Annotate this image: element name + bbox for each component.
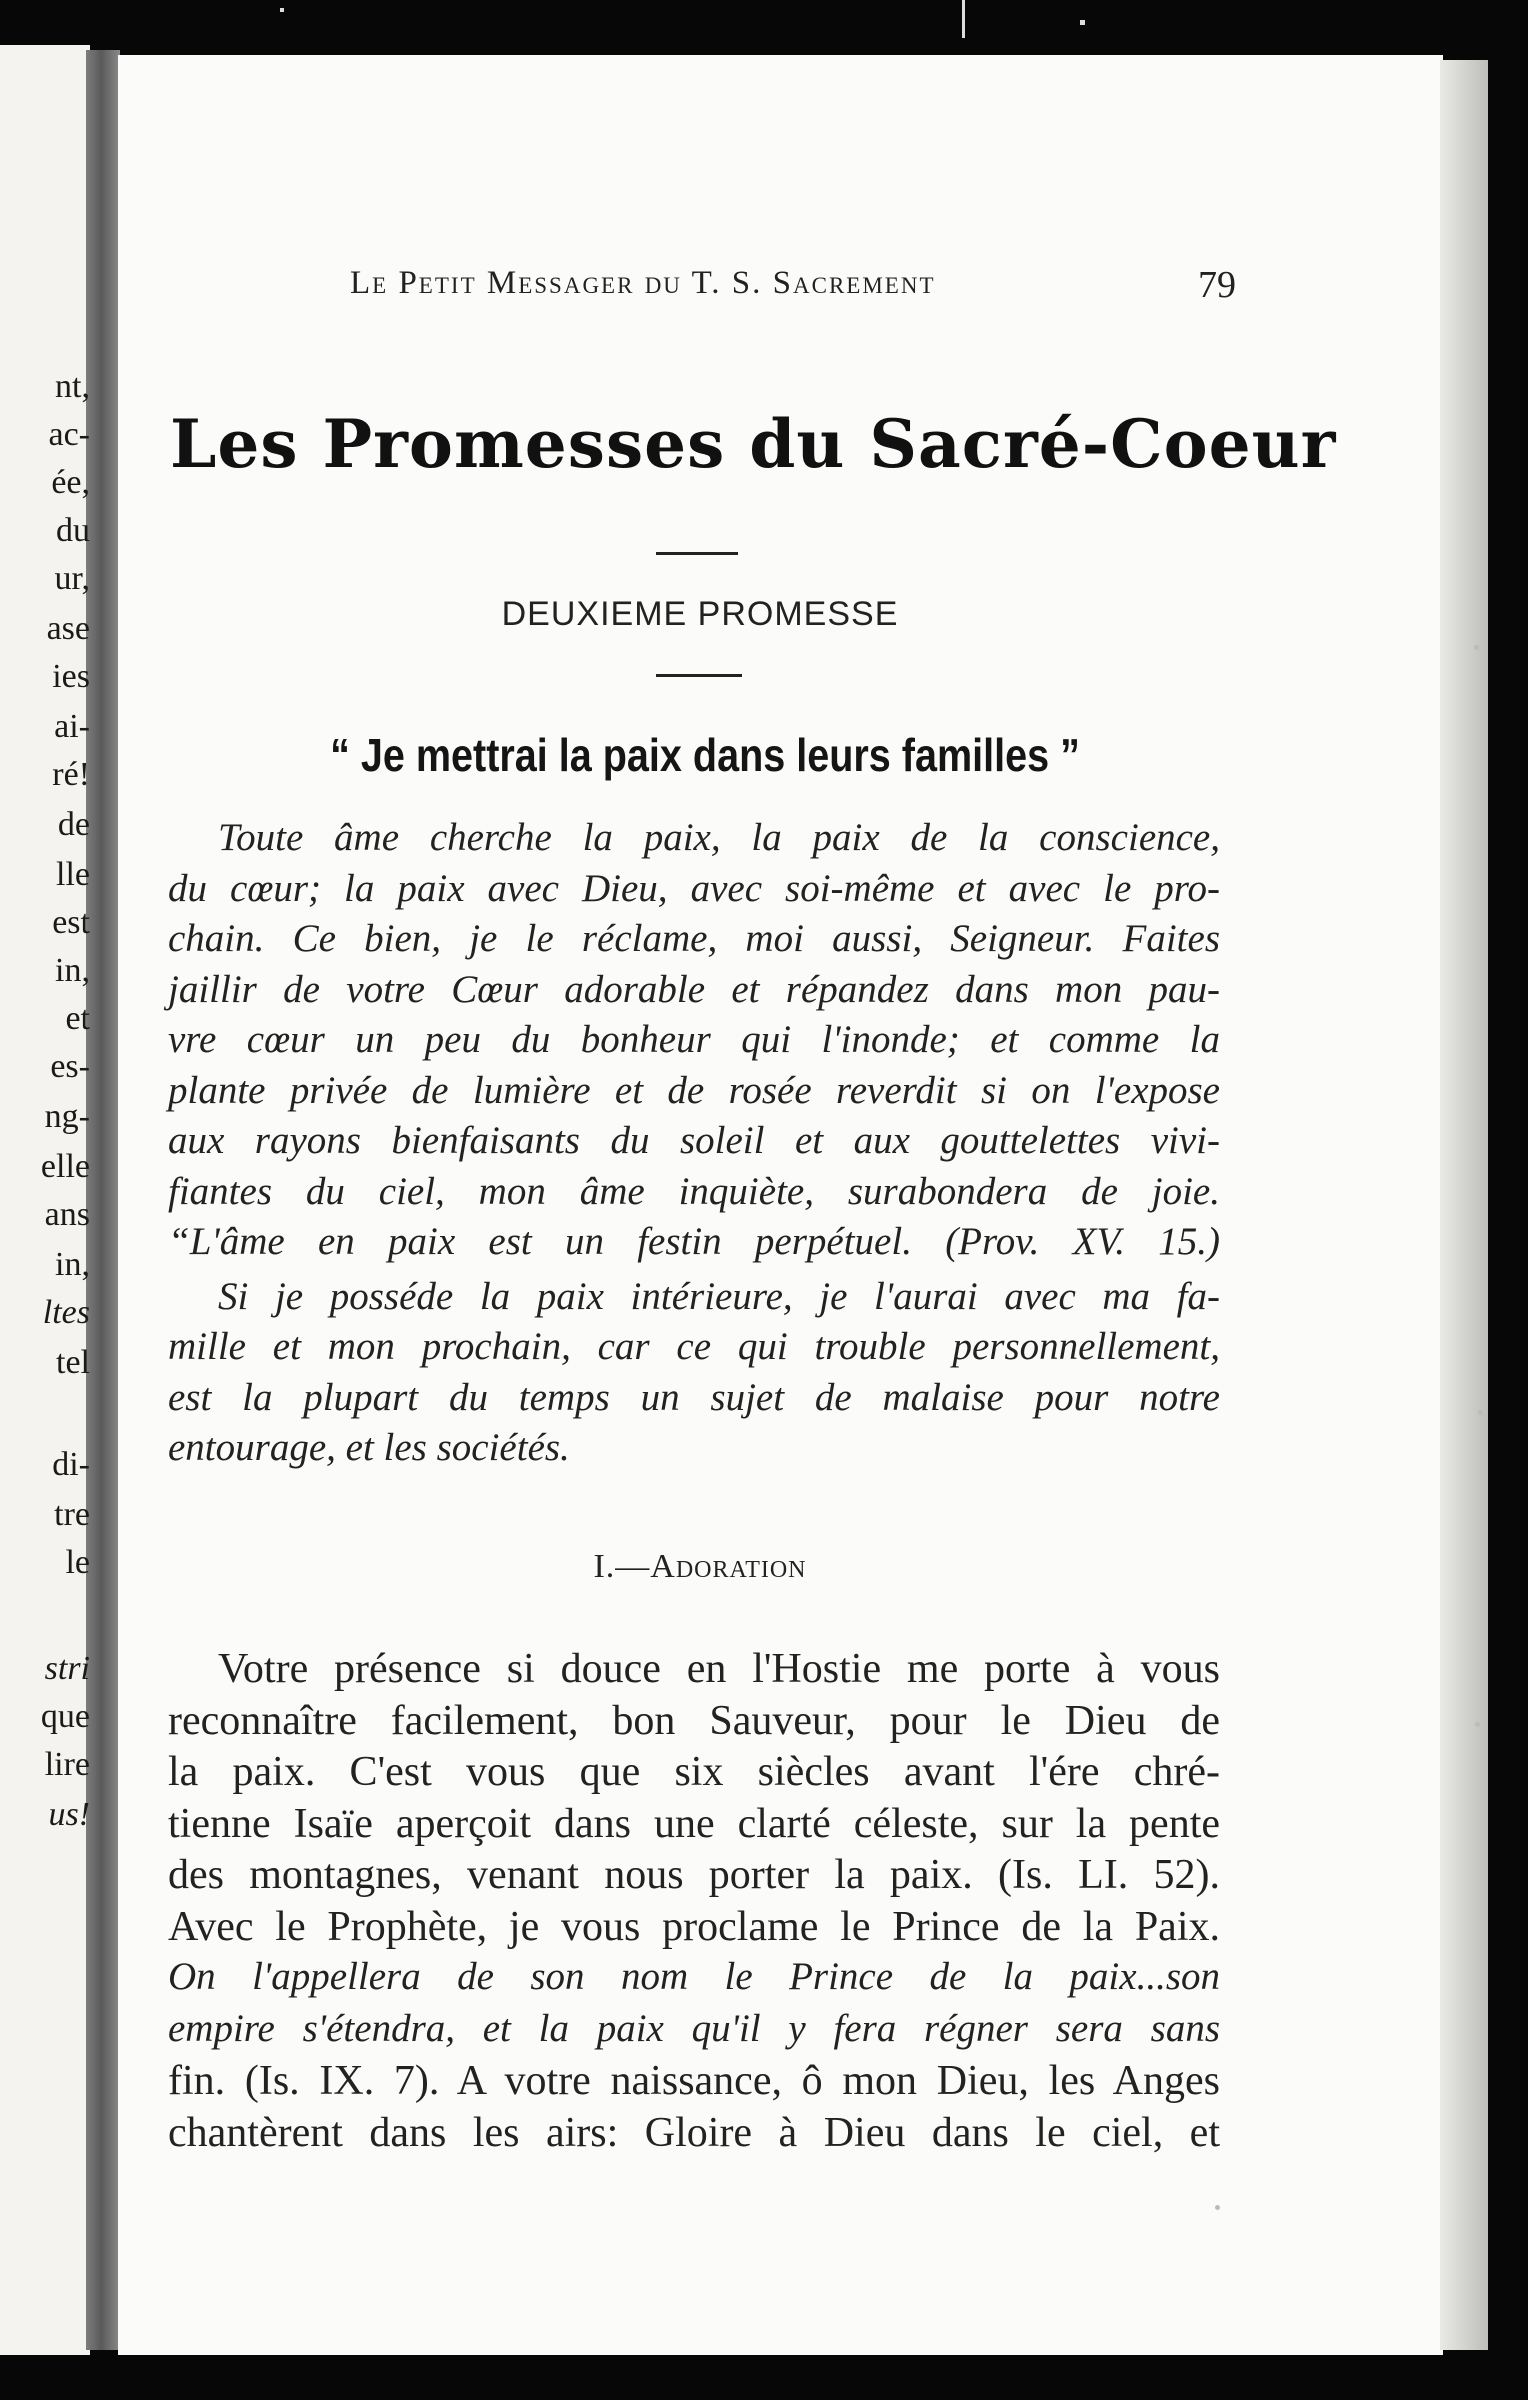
left-page-line: di- bbox=[52, 1448, 90, 1482]
left-page-line: tre bbox=[54, 1498, 90, 1532]
intro-line: mille et mon prochain, car ce qui trouble personnellement, bbox=[168, 1325, 1220, 1368]
body-line: reconnaître facilement, bon Sauveur, pour le Dieu de bbox=[168, 1697, 1220, 1744]
left-page-line: que bbox=[40, 1700, 90, 1734]
section-heading: I.—Adoration bbox=[593, 1548, 807, 1585]
left-page-line: ng- bbox=[44, 1100, 90, 1134]
left-page-line: ltes bbox=[42, 1296, 90, 1330]
left-page-line: lire bbox=[44, 1748, 90, 1782]
intro-line: aux rayons bienfaisants du soleil et aux gouttelettes vivi- bbox=[168, 1119, 1220, 1162]
left-page-line: et bbox=[65, 1002, 90, 1036]
page-edge bbox=[1440, 60, 1488, 2350]
intro-line: fiantes du ciel, mon âme inquiète, surabondera de joie. bbox=[168, 1169, 1220, 1213]
left-page-line: ac- bbox=[48, 418, 90, 452]
body-line: fin. (Is. IX. 7). A votre naissance, ô mon Dieu, les Anges bbox=[168, 2058, 1220, 2104]
intro-line: est la plupart du temps un sujet de malaise pour notre bbox=[168, 1375, 1220, 1419]
intro-line: entourage, et les sociétés. bbox=[168, 1426, 570, 1469]
intro-line: “L'âme en paix est un festin perpétuel. (Prov. XV. 15.) bbox=[168, 1220, 1220, 1263]
body-line: empire s'étendra, et la paix qu'il y fera régner sera sans bbox=[168, 2006, 1220, 2050]
left-page-line: le bbox=[65, 1546, 90, 1580]
left-page-line: ée, bbox=[51, 466, 90, 500]
promise-subtitle: DEUXIEME PROMESSE bbox=[501, 595, 899, 633]
body-line: la paix. C'est vous que six siècles avant l'ére chré- bbox=[168, 1749, 1220, 1795]
intro-line: du cœur; la paix avec Dieu, avec soi-même et avec le pro- bbox=[168, 866, 1220, 910]
promise-quote: “ Je mettrai la paix dans leurs familles ” bbox=[330, 729, 1080, 781]
running-header: Le Petit Messager du T. S. Sacrement bbox=[350, 265, 936, 301]
article-title: Les Promesses du Sacré-Coeur bbox=[170, 405, 1337, 483]
left-page-line: est bbox=[52, 906, 90, 940]
left-page-line: lle bbox=[56, 858, 90, 892]
left-page-line: ai- bbox=[54, 710, 90, 744]
speck bbox=[1475, 1722, 1480, 1727]
speck bbox=[962, 0, 965, 38]
left-page-line: ur, bbox=[54, 562, 90, 596]
speck bbox=[1215, 2205, 1220, 2210]
left-page-line: du bbox=[56, 514, 90, 548]
left-page-line: ans bbox=[44, 1198, 90, 1232]
left-page-line: tel bbox=[56, 1346, 90, 1380]
intro-line: chain. Ce bien, je le réclame, moi aussi, Seigneur. Faites bbox=[168, 917, 1220, 960]
speck bbox=[280, 8, 284, 12]
intro-line: vre cœur un peu du bonheur qui l'inonde; et comme la bbox=[168, 1018, 1220, 1061]
speck bbox=[1474, 645, 1479, 650]
speck bbox=[1478, 1410, 1483, 1415]
left-page-line: in, bbox=[55, 954, 90, 988]
body-line: tienne Isaïe aperçoit dans une clarté céleste, sur la pente bbox=[168, 1800, 1220, 1847]
intro-line: jaillir de votre Cœur adorable et répandez dans mon pau- bbox=[168, 967, 1220, 1011]
body-line: On l'appellera de son nom le Prince de la paix...son bbox=[168, 1955, 1220, 1998]
intro-line: plante privée de lumière et de rosée reverdit si on l'expose bbox=[168, 1068, 1220, 1112]
divider-bottom bbox=[656, 674, 742, 677]
divider-top bbox=[656, 552, 738, 555]
page-number: 79 bbox=[1198, 264, 1236, 306]
left-page-line: ase bbox=[46, 612, 90, 646]
left-page-line: ré! bbox=[52, 758, 90, 792]
left-page-line: elle bbox=[40, 1150, 90, 1184]
left-page-line: in, bbox=[55, 1248, 90, 1282]
book-gutter bbox=[86, 50, 120, 2350]
body-line: Avec le Prophète, je vous proclame le Prince de la Paix. bbox=[168, 1903, 1220, 1950]
body-line: chantèrent dans les airs: Gloire à Dieu dans le ciel, et bbox=[168, 2109, 1220, 2156]
intro-line: Si je posséde la paix intérieure, je l'aurai avec ma fa- bbox=[218, 1274, 1220, 1318]
left-page-line: us! bbox=[48, 1798, 90, 1832]
speck bbox=[1080, 20, 1085, 25]
left-page-line: ies bbox=[52, 660, 90, 694]
body-line: des montagnes, venant nous porter la paix. (Is. LI. 52). bbox=[168, 1852, 1220, 1898]
intro-line: Toute âme cherche la paix, la paix de la conscience, bbox=[218, 816, 1220, 859]
left-page-line: de bbox=[57, 808, 90, 842]
left-page-line: es- bbox=[50, 1050, 90, 1084]
left-page-line: nt, bbox=[55, 370, 90, 404]
body-line: Votre présence si douce en l'Hostie me porte à vous bbox=[218, 1646, 1220, 1692]
left-page-line: stri bbox=[44, 1652, 90, 1686]
